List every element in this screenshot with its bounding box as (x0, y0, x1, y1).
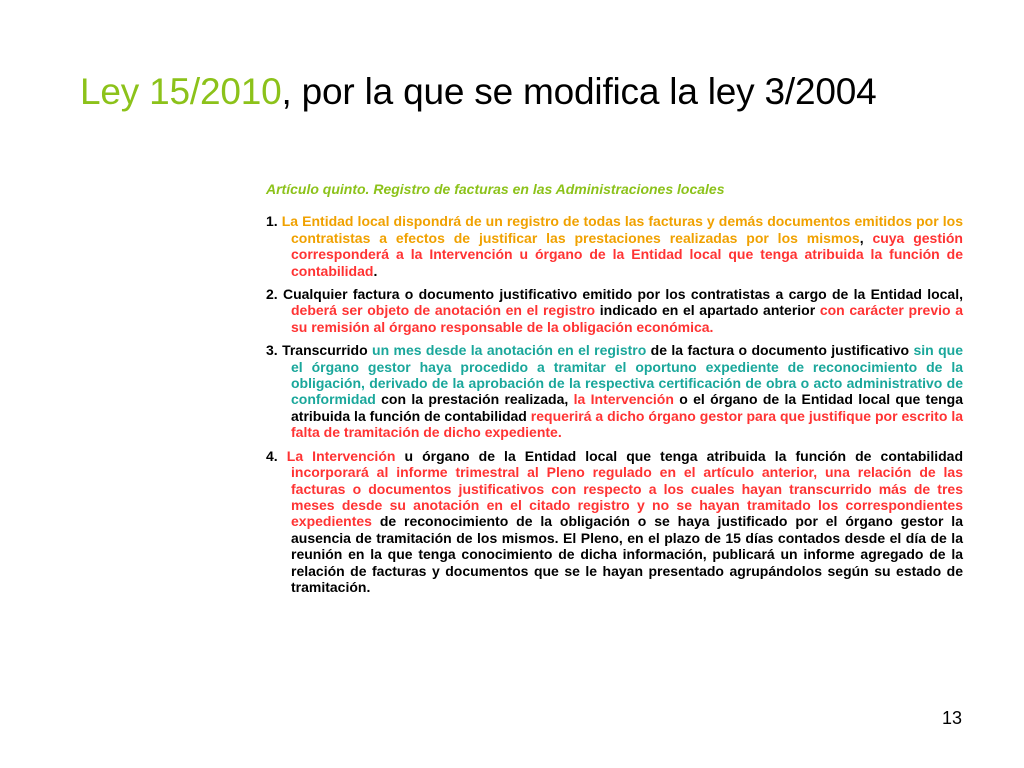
paragraph-segment: La Entidad local dispondrá de un registro de todas las facturas y demás documentos emitidos por los contratistas a efectos de justificar las prestaciones realizadas por los mismos (281, 213, 963, 246)
paragraph-segment: con carácter previo a su remisión al órgano responsable de la obligación económica. (291, 302, 963, 335)
article-paragraph-2 (266, 286, 963, 335)
paragraph-segment: con la prestación realizada, (375, 391, 574, 408)
paragraph-segment: incorporará al informe trimestral al Pleno regulado en el artículo anterior, una relación de las facturas o documentos justificativos con respecto a los cuales hayan transcurrido más de tres meses desde su anotación en el citado registro y no se hayan tramitado los correspondientes expedientes (291, 464, 963, 530)
article-content (266, 181, 963, 602)
title-segment: , por la que se modifica la ley 3/2004 (281, 71, 877, 112)
paragraph-segment: requerirá a dicho órgano gestor para que justifique por escrito la falta de tramitación de dicho expediente. (291, 407, 963, 441)
article-paragraph-3 (266, 342, 963, 440)
paragraph-segment: la Intervención (573, 391, 674, 408)
slide-title (80, 70, 877, 114)
article-heading-label: Artículo quinto. (266, 181, 374, 197)
paragraph-segment: 4. (266, 447, 287, 464)
paragraph-segment: de la factura o documento justificativo (646, 342, 914, 359)
paragraph-segment: . (373, 262, 378, 279)
article-paragraph-1 (266, 213, 963, 279)
paragraph-segment: o el órgano de la Entidad local que tenga atribuida la función de contabilidad (291, 391, 963, 424)
paragraph-segment: un mes desde la anotación en el registro (372, 342, 647, 359)
paragraph-segment: de reconocimiento de la obligación o se haya justificado por el órgano gestor la ausencia de tramitación de los mismos. El Pleno, en el plazo de 15 días contados desde el día de la reunión en la que tenga conocimiento de dicha información, publicará un informe agregado de la relación de facturas y documentos que se le hayan presentado agrupándolos según su estado de tramitación. (291, 513, 963, 595)
article-heading-subject: Registro de facturas en las Administraciones locales (373, 181, 725, 197)
paragraph-segment: , (859, 229, 873, 246)
paragraph-segment: 1. (266, 213, 282, 230)
paragraph-segment: indicado en el apartado anterior (595, 302, 820, 319)
title-segment: Ley 15/2010 (80, 71, 282, 112)
paragraph-segment: 2. Cualquier factura o documento justificativo emitido por los contratistas a cargo de la Entidad local, (266, 286, 963, 303)
paragraph-segment: La Intervención (286, 447, 396, 464)
paragraph-segment: cuya gestión corresponderá a la Intervención u órgano de la Entidad local que tenga atribuida la función de contabilidad (291, 229, 963, 279)
paragraph-segment: sin que el órgano gestor haya procedido a tramitar el oportuno expediente de reconocimiento de la obligación, derivado de la aprobación de la respectiva certificación de obra o acto administrativo de conformidad (291, 342, 963, 408)
paragraph-segment: u órgano de la Entidad local que tenga atribuida la función de contabilidad (395, 447, 963, 464)
article-heading (266, 181, 963, 197)
article-paragraphs (266, 213, 963, 595)
page-number: 13 (941, 708, 962, 728)
paragraph-segment: deberá ser objeto de anotación en el registro (291, 302, 596, 319)
paragraph-segment: 3. Transcurrido (266, 342, 373, 359)
article-paragraph-4 (266, 448, 963, 596)
